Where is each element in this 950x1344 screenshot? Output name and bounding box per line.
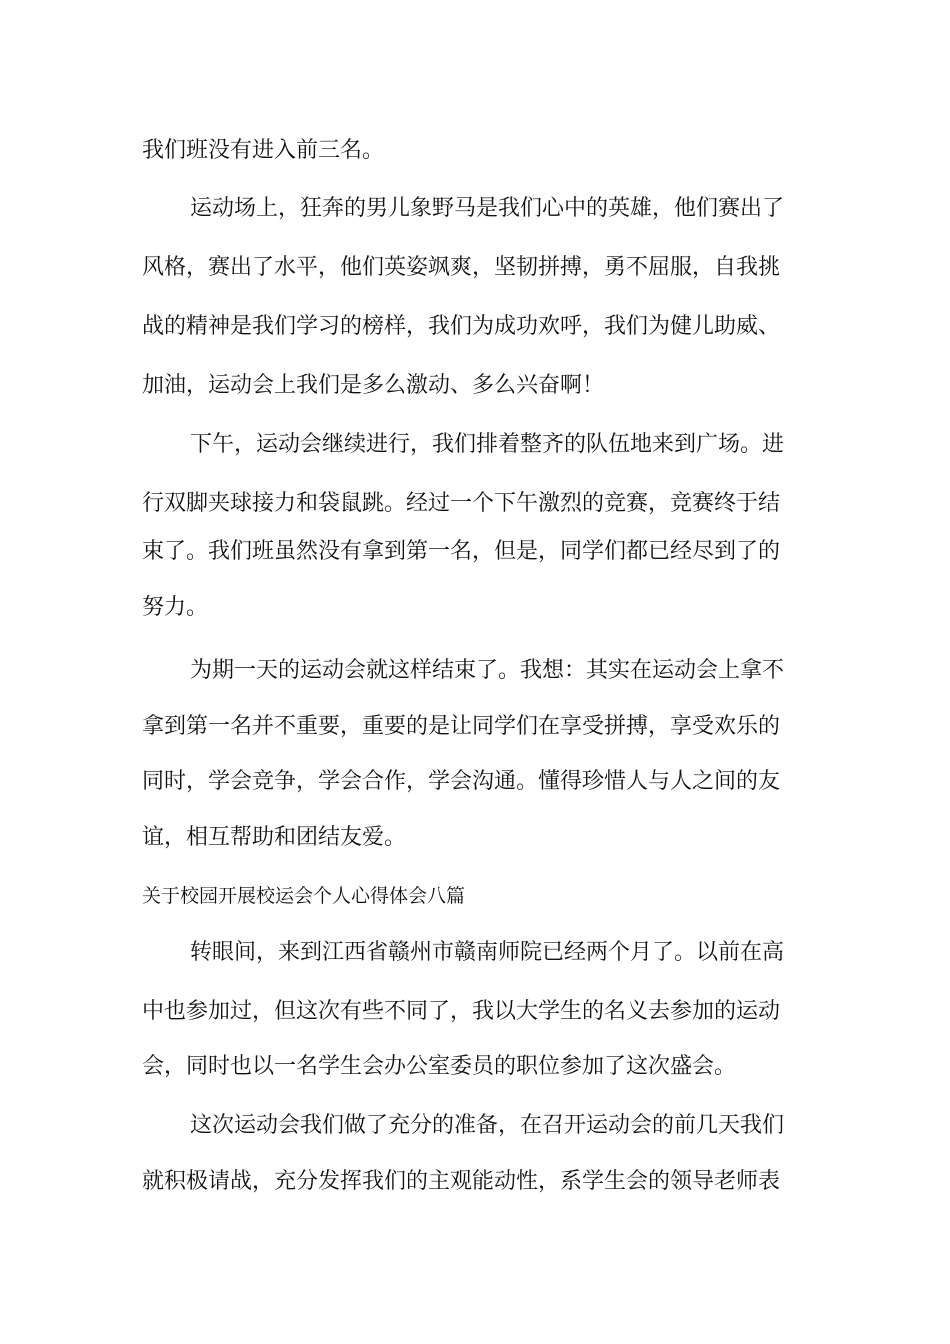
section-heading: 关于校园开展校运会个人心得体会八篇 [142, 885, 466, 907]
paragraph-line: 这次运动会我们做了充分的准备，在召开运动会的前几天我们 [190, 1113, 785, 1138]
paragraph-line: 转眼间，来到江西省赣州市赣南师院已经两个月了。以前在高 [190, 940, 785, 965]
paragraph-line: 努力。 [142, 595, 209, 620]
paragraph-line: 拿到第一名并不重要，重要的是让同学们在享受拼搏，享受欢乐的 [142, 714, 781, 739]
paragraph-line: 行双脚夹球接力和袋鼠跳。经过一个下午激烈的竞赛，竞赛终于结 [142, 491, 781, 516]
paragraph-line: 我们班没有进入前三名。 [142, 138, 385, 163]
paragraph-line: 中也参加过，但这次有些不同了，我以大学生的名义去参加的运动 [142, 999, 781, 1024]
paragraph-line: 战的精神是我们学习的榜样，我们为成功欢呼，我们为健儿助威、 [142, 314, 781, 339]
paragraph-line: 加油，运动会上我们是多么激动、多么兴奋啊！ [142, 373, 605, 398]
paragraph-line: 束了。我们班虽然没有拿到第一名，但是，同学们都已经尽到了的 [142, 539, 781, 564]
paragraph-line: 谊，相互帮助和团结友爱。 [142, 825, 407, 850]
paragraph-line: 运动场上，狂奔的男儿象野马是我们心中的英雄，他们赛出了 [190, 196, 785, 221]
paragraph-line: 为期一天的运动会就这样结束了。我想：其实在运动会上拿不 [190, 658, 785, 683]
paragraph-line: 风格，赛出了水平，他们英姿飒爽，坚韧拼搏，勇不屈服，自我挑 [142, 255, 781, 280]
paragraph-line: 同时，学会竞争，学会合作，学会沟通。懂得珍惜人与人之间的友 [142, 769, 781, 794]
paragraph-line: 下午，运动会继续进行，我们排着整齐的队伍地来到广场。进 [190, 432, 785, 457]
paragraph-line: 就积极请战，充分发挥我们的主观能动性，系学生会的领导老师表 [142, 1169, 781, 1194]
paragraph-line: 会，同时也以一名学生会办公室委员的职位参加了这次盛会。 [142, 1054, 737, 1079]
